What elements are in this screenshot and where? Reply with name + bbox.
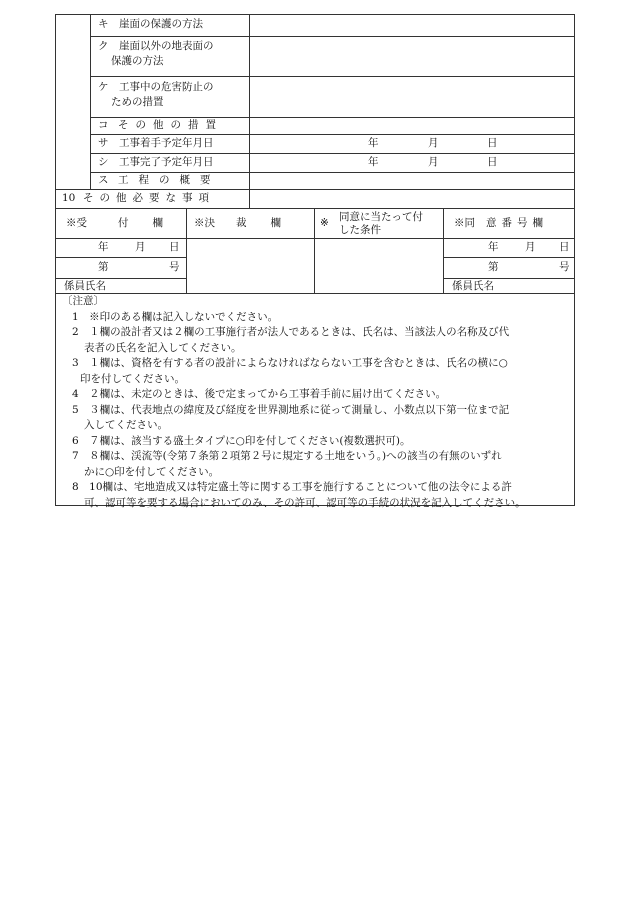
reception-column-mark: ※受 — [66, 217, 87, 229]
conditions-column-header-cont: した条件 — [339, 224, 381, 236]
note-3: 3 １欄は、資格を有する者の設計によらなければならない工事を含むときは、氏名の横に○ — [72, 357, 508, 369]
permit-form-table — [55, 14, 575, 509]
consent-number-column-header: 意番号欄 — [486, 217, 548, 229]
reception-column-header: 付欄 — [118, 217, 187, 229]
row-divider — [56, 189, 574, 190]
start-date-month-unit: 月 — [428, 137, 439, 149]
note-6: 6 ７欄は、該当する盛土タイプに○印を付してください(複数選択可)。 — [72, 434, 411, 447]
notes-title: 〔注意〕 — [62, 295, 104, 307]
row-divider — [90, 36, 574, 37]
reception-no-prefix: 第 — [98, 261, 109, 273]
start-date-year-unit: 年 — [368, 137, 379, 149]
row-divider — [90, 134, 574, 135]
row-divider — [56, 238, 574, 239]
note-1: 1 ※印のある欄は記入しないでください。 — [72, 310, 279, 323]
start-date-day-unit: 日 — [487, 137, 498, 149]
item-sa-label: サ 工事着手予定年月日 — [98, 137, 214, 149]
approval-column-mark: ※決 — [194, 217, 215, 229]
consent-no-suffix: 号 — [559, 261, 570, 273]
row-divider — [90, 117, 574, 118]
reception-no-suffix: 号 — [169, 261, 180, 273]
consent-day-unit: 日 — [559, 241, 570, 253]
column-divider — [90, 15, 91, 189]
end-date-month-unit: 月 — [428, 156, 439, 168]
notes-section — [62, 294, 570, 511]
row-divider — [443, 257, 574, 258]
conditions-column-header: 同意に当たって付 — [339, 211, 423, 223]
row-divider — [90, 153, 574, 154]
item-su-label: 工程の概要 — [118, 174, 221, 186]
item-ko-label-text: その他の措置 — [118, 119, 223, 131]
consent-month-unit: 月 — [525, 241, 536, 253]
end-date-day-unit: 日 — [487, 156, 498, 168]
note-8-cont: 可、認可等を要する場合においてのみ、その許可、認可等の手続の状況を記入してください。 — [84, 496, 526, 509]
note-7-cont: かに○印を付してください。 — [84, 465, 220, 478]
row-divider — [56, 278, 186, 279]
item-ku-label-cont: 保護の方法 — [111, 55, 164, 67]
consent-number-column-mark: ※同 — [454, 217, 475, 229]
reception-day-unit: 日 — [169, 241, 180, 253]
conditions-column-mark: ※ — [320, 217, 329, 229]
item-10-number: 10 — [62, 192, 76, 204]
item-ko-mark: コ — [98, 119, 109, 131]
note-7: 7 ８欄は、渓流等(令第７条第２項第２号に規定する土地をいう。)への該当の有無のいずれ — [72, 450, 502, 462]
row-divider — [90, 172, 574, 173]
row-divider — [56, 208, 574, 209]
consent-no-prefix: 第 — [488, 261, 499, 273]
item-ki-label: キ 崖面の保護の方法 — [98, 18, 203, 30]
note-2: 2 １欄の設計者又は２欄の工事施行者が法人であるときは、氏名は、当該法人の名称及び代 — [72, 326, 510, 338]
row-divider — [90, 76, 574, 77]
item-ku-label: ク 崖面以外の地表面の — [98, 40, 214, 52]
row-divider — [443, 278, 574, 279]
note-8: 8 10欄は、宅地造成又は特定盛土等に関する工事を施行することについて他の法令による許 — [72, 481, 512, 493]
end-date-year-unit: 年 — [368, 156, 379, 168]
column-divider — [443, 208, 444, 293]
reception-month-unit: 月 — [135, 241, 146, 253]
row-divider — [56, 257, 186, 258]
note-2-cont: 表者の氏名を記入してください。 — [84, 341, 242, 354]
note-5: 5 ３欄は、代表地点の緯度及び経度を世界測地系に従って測量し、小数点以下第一位まで記 — [72, 403, 510, 416]
reception-year-unit: 年 — [98, 241, 109, 253]
item-shi-label: シ 工事完了予定年月日 — [98, 156, 214, 168]
item-ko-label — [118, 119, 226, 132]
note-5-cont: 入してください。 — [84, 419, 168, 431]
item-10-label: その他必要な事項 — [83, 192, 215, 204]
column-divider — [314, 208, 315, 293]
reception-staff-name-label: 係員氏名 — [64, 280, 106, 292]
consent-year-unit: 年 — [488, 241, 499, 253]
column-divider — [249, 15, 250, 208]
note-3-cont: 印を付してください。 — [80, 372, 185, 385]
note-4: 4 ２欄は、未定のときは、後で定まってから工事着手前に届け出てください。 — [72, 388, 447, 400]
item-ke-label: ケ 工事中の危害防止の — [98, 81, 214, 93]
consent-staff-name-label: 係員氏名 — [452, 280, 494, 292]
item-su-mark: ス — [98, 174, 109, 186]
item-ke-label-cont: ための措置 — [111, 96, 164, 108]
approval-column-header: 裁欄 — [236, 217, 305, 229]
